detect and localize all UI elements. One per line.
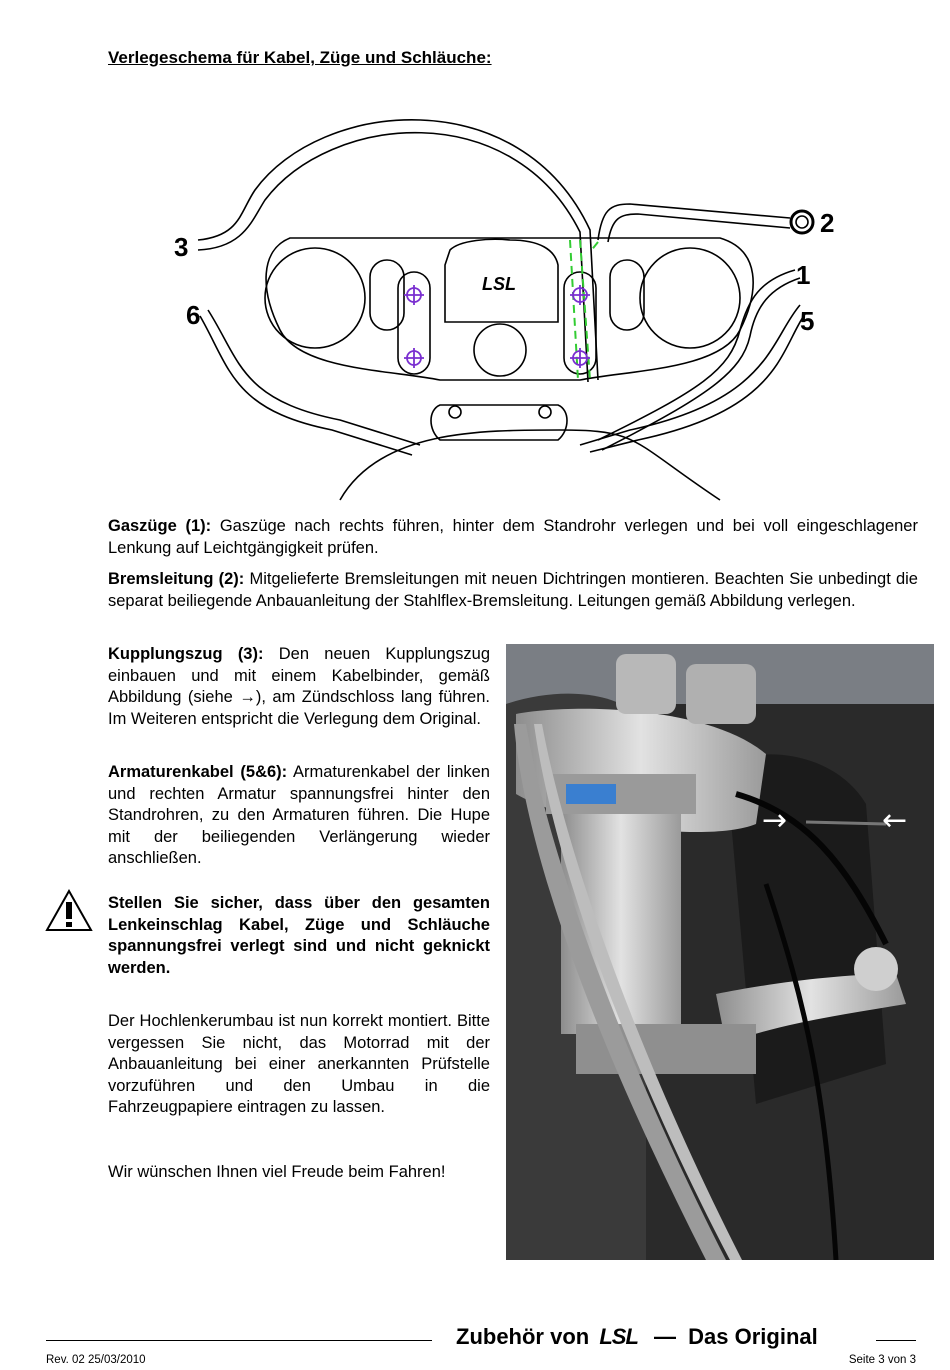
page-number: Seite 3 von 3 xyxy=(848,1354,916,1366)
footer-rule-right xyxy=(876,1340,916,1341)
photo-arrow-right: → xyxy=(762,803,788,838)
page-title: Verlegeschema für Kabel, Züge und Schläuche: xyxy=(108,48,492,67)
wish-text: Wir wünschen Ihnen viel Freude beim Fahren! xyxy=(108,1163,446,1181)
label-6: 6 xyxy=(186,300,201,330)
brake-fitting xyxy=(791,211,813,233)
installation-photo xyxy=(506,644,934,1260)
section-armaturenkabel: Armaturenkabel (5&6): Armaturenkabel der linken und rechten Armatur spannungsfrei hinter den Standrohren, zu den Armaturen führen. Die Hupe mit der beiliegenden Verlängerung wieder anschließen. xyxy=(108,763,490,867)
photo-arrow-left: ← xyxy=(882,803,908,838)
warning-icon xyxy=(44,888,94,934)
label-5: 5 xyxy=(800,306,815,336)
footer-rule-left xyxy=(46,1340,432,1341)
label-2: 2 xyxy=(820,208,835,238)
green-route xyxy=(570,240,578,380)
section-gaszuege: Gaszüge (1): Gaszüge nach rechts führen, hinter dem Standrohr verlegen und bei voll eingeschlagener Lenkung auf Leichtgängigkeit prüfen. xyxy=(108,517,918,557)
triple-clamp xyxy=(266,238,753,380)
cable-1 xyxy=(598,270,795,440)
fork-hole-right xyxy=(640,248,740,348)
footer-brand-logo: LSL xyxy=(599,1324,638,1349)
label-3: 3 xyxy=(174,232,189,262)
routing-diagram xyxy=(160,100,860,510)
footer-tagline: Zubehör von LSL — Das Original xyxy=(456,1324,818,1349)
closing-text: Der Hochlenkerumbau ist nun korrekt montiert. Bitte vergessen Sie nicht, das Motorrad mit der Anbauanleitung bei einer anerkannten Prüfstelle vorzuführen und den Umbau in die Fahrzeugpapiere eintragen zu lassen. xyxy=(108,1012,490,1116)
label-1: 1 xyxy=(796,260,811,290)
warning-text: Stellen Sie sicher, dass über den gesamten Lenkeinschlag Kabel, Züge und Schläuche spannungsfrei verlegt sind und nicht geknickt werden. xyxy=(108,894,490,977)
stem-hole xyxy=(474,324,526,376)
diagram-logo: LSL xyxy=(482,274,516,294)
cable-2 xyxy=(598,204,790,240)
section-bremsleitung: Bremsleitung (2): Mitgelieferte Bremsleitungen mit neuen Dichtringen montieren. Beachten Sie unbedingt die separat beiliegende Anbauanleitung der Stahlflex-Bremsleitung. Leitungen gemäß Abbildung verlegen. xyxy=(108,570,918,610)
revision-info: Rev. 02 25/03/2010 xyxy=(46,1354,146,1366)
section-kupplungszug: Kupplungszug (3): Den neuen Kupplungszug einbauen und mit einem Kabelbinder, gemäß Abbildung (siehe →), am Zündschloss lang führen. Im Weiteren entspricht die Verlegung dem Original. xyxy=(108,645,490,728)
fork-hole-left xyxy=(265,248,365,348)
